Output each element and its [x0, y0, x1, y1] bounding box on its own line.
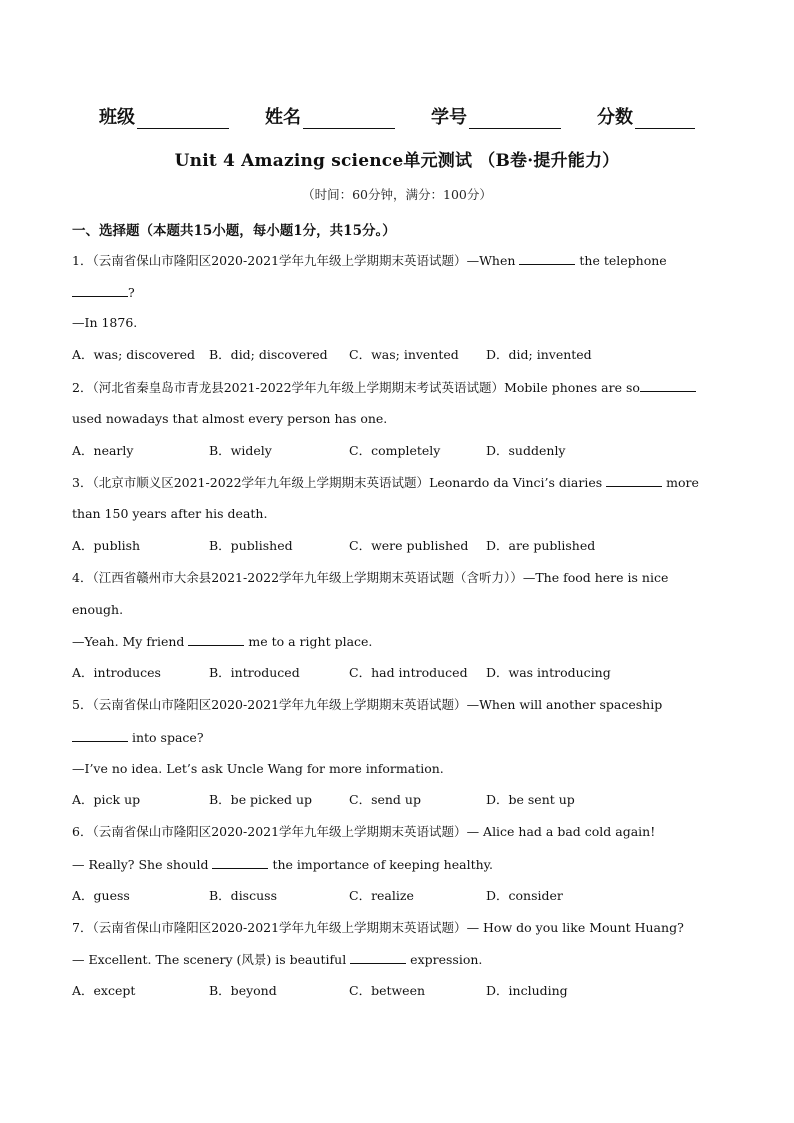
option-b[interactable]: B．introduced	[209, 665, 300, 680]
question-7	[72, 920, 724, 936]
answer-blank[interactable]	[72, 284, 128, 297]
answer-blank[interactable]	[188, 633, 244, 646]
question-5-line-3: —I’ve no idea. Let’s ask Uncle Wang for more information.	[72, 761, 444, 776]
question-6	[72, 824, 724, 840]
question-4	[72, 570, 724, 586]
question-text: —When	[466, 253, 516, 268]
option-b[interactable]: B．be picked up	[209, 792, 313, 807]
question-source: （云南省保山市隆阳区2020-2021学年九年级上学期期末英语试题）	[92, 824, 467, 839]
question-text: —The food here is nice	[522, 570, 669, 585]
option-a[interactable]: A．introduces	[72, 665, 161, 680]
option-b[interactable]: B．discuss	[209, 888, 277, 903]
option-a[interactable]: A．was; discovered	[72, 347, 196, 362]
option-b[interactable]: B．published	[209, 538, 293, 553]
question-2-line-2: used nowadays that almost every person has one.	[72, 411, 388, 426]
option-d[interactable]: D．be sent up	[486, 792, 575, 807]
question-3	[72, 474, 724, 491]
score-blank[interactable]	[635, 110, 695, 129]
question-source: （北京市顺义区2021-2022学年九年级上学期期末英语试题）	[92, 475, 430, 490]
option-a[interactable]: A．except	[72, 983, 136, 998]
section-heading: 一、选择题（本题共15小题，每小题1分，共15分。）	[72, 223, 396, 239]
question-5	[72, 697, 724, 713]
class-field[interactable]	[99, 103, 229, 129]
option-c[interactable]: C．between	[349, 983, 426, 998]
answer-blank[interactable]	[72, 729, 128, 742]
name-label: 姓名	[265, 107, 301, 128]
question-4-line-2: enough.	[72, 602, 124, 617]
name-blank[interactable]	[303, 110, 395, 129]
score-label: 分数	[597, 107, 633, 128]
answer-blank[interactable]	[212, 856, 268, 869]
option-b[interactable]: B．beyond	[209, 983, 277, 998]
question-number: 2．	[72, 380, 93, 395]
question-source: （江西省赣州市大余县2021-2022学年九年级上学期期末英语试题（含听力））	[92, 570, 523, 585]
question-4-line-3	[72, 633, 724, 650]
question-text: — Really? She should	[72, 857, 209, 872]
option-a[interactable]: A．nearly	[72, 443, 134, 458]
name-field[interactable]	[265, 103, 395, 129]
answer-blank[interactable]	[640, 379, 696, 392]
question-text: Mobile phones are so	[504, 380, 640, 395]
page-title: Unit 4 Amazing science单元测试 （B卷·提升能力）	[174, 151, 620, 171]
class-blank[interactable]	[137, 110, 229, 129]
question-2	[72, 379, 724, 396]
option-d[interactable]: D．suddenly	[486, 443, 566, 458]
option-d[interactable]: D．including	[486, 983, 568, 998]
question-source: （河北省秦皇岛市青龙县2021-2022学年九年级上学期期末考试英语试题）	[92, 380, 505, 395]
option-c[interactable]: C．send up	[349, 792, 421, 807]
question-text: the telephone	[579, 253, 667, 268]
option-a[interactable]: A．publish	[72, 538, 141, 553]
question-1-line-3: —In 1876.	[72, 315, 138, 330]
question-6-line-2	[72, 856, 724, 873]
question-number: 7．	[72, 920, 93, 935]
question-text: expression.	[410, 952, 483, 967]
question-text: —Yeah. My friend	[72, 634, 185, 649]
score-field[interactable]	[597, 103, 695, 129]
question-text: into space?	[131, 730, 204, 745]
student-info-fields	[0, 103, 794, 129]
question-source: （云南省保山市隆阳区2020-2021学年九年级上学期期末英语试题）	[92, 920, 467, 935]
time-and-score-info: （时间：60分钟，满分：100分）	[302, 187, 492, 202]
question-source: （云南省保山市隆阳区2020-2021学年九年级上学期期末英语试题）	[92, 253, 467, 268]
question-text: — Alice had a bad cold again!	[466, 824, 656, 839]
question-text: the importance of keeping healthy.	[272, 857, 494, 872]
question-number: 3．	[72, 475, 93, 490]
question-number: 6．	[72, 824, 93, 839]
question-1-line-2	[72, 284, 724, 301]
student-id-field[interactable]	[431, 103, 561, 129]
question-7-line-2	[72, 951, 724, 968]
option-a[interactable]: A．pick up	[72, 792, 141, 807]
option-d[interactable]: D．are published	[486, 538, 596, 553]
answer-blank[interactable]	[606, 474, 662, 487]
option-c[interactable]: C．was; invented	[349, 347, 459, 362]
question-text: me to a right place.	[248, 634, 373, 649]
option-d[interactable]: D．was introducing	[486, 665, 611, 680]
option-c[interactable]: C．realize	[349, 888, 414, 903]
option-d[interactable]: D．did; invented	[486, 347, 592, 362]
option-a[interactable]: A．guess	[72, 888, 130, 903]
question-text: —When will another spaceship	[466, 697, 663, 712]
option-d[interactable]: D．consider	[486, 888, 563, 903]
option-b[interactable]: B．widely	[209, 443, 272, 458]
question-text: — Excellent. The scenery (风景) is beautiful	[72, 952, 347, 967]
question-number: 5．	[72, 697, 93, 712]
student-id-blank[interactable]	[469, 110, 561, 129]
question-text: ?	[128, 285, 135, 300]
question-text: — How do you like Mount Huang?	[466, 920, 684, 935]
question-number: 1．	[72, 253, 93, 268]
question-3-line-2: than 150 years after his death.	[72, 506, 268, 521]
class-label: 班级	[99, 107, 135, 128]
answer-blank[interactable]	[350, 951, 406, 964]
question-text: more	[666, 475, 699, 490]
question-source: （云南省保山市隆阳区2020-2021学年九年级上学期期末英语试题）	[92, 697, 467, 712]
option-c[interactable]: C．had introduced	[349, 665, 468, 680]
option-c[interactable]: C．were published	[349, 538, 469, 553]
answer-blank[interactable]	[519, 252, 575, 265]
question-5-line-2	[72, 729, 724, 746]
question-number: 4．	[72, 570, 93, 585]
option-c[interactable]: C．completely	[349, 443, 441, 458]
student-id-label: 学号	[431, 107, 467, 128]
option-b[interactable]: B．did; discovered	[209, 347, 328, 362]
question-1	[72, 252, 724, 269]
question-text: Leonardo da Vinci’s diaries	[429, 475, 603, 490]
